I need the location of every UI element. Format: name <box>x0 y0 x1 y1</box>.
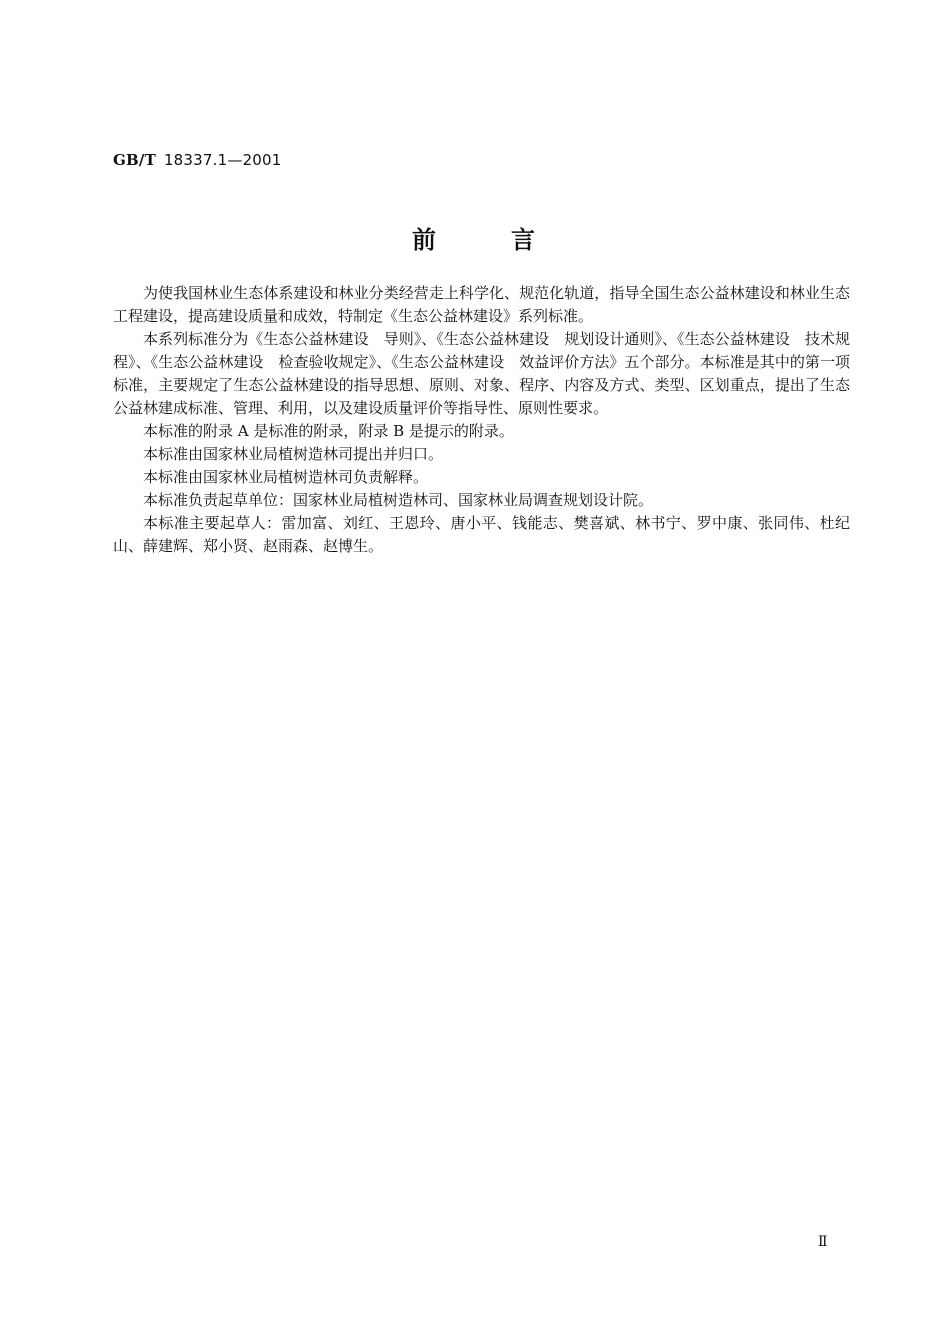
page-number: Ⅱ <box>818 1234 828 1250</box>
title-char-2: 言 <box>511 225 538 254</box>
paragraph-proposed-by: 本标准由国家林业局植树造林司提出并归口。 <box>143 445 444 463</box>
foreword-body <box>113 282 850 558</box>
paragraph-interpreted-by: 本标准由国家林业局植树造林司负责解释。 <box>143 468 429 486</box>
paragraph-drafting-unit: 本标准负责起草单位：国家林业局植树造林司、国家林业局调查规划设计院。 <box>143 491 654 509</box>
title-char-1: 前 <box>412 225 439 254</box>
page-title <box>0 224 950 256</box>
paragraph-drafters: 本标准主要起草人：雷加富、刘红、王恩玲、唐小平、钱能志、樊喜斌、林书宁、罗中康、张同伟、杜纪山、薛建辉、郑小贤、赵雨森、赵博生。 <box>113 514 850 555</box>
paragraph-series: 本系列标准分为《生态公益林建设 导则》、《生态公益林建设 规划设计通则》、《生态公益林建设 技术规程》、《生态公益林建设 检查验收规定》、《生态公益林建设 效益评价方法》五个部分。本标准是其中的第一项标准，主要规定了生态公益林建设的指导思想、原则、对象、程序、内容及方式、类型、区划重点，提出了生态公益林建成标准、管理、利用，以及建设质量评价等指导性、原则性要求。 <box>113 330 850 417</box>
standard-number: 18337.1—2001 <box>163 151 282 169</box>
standard-prefix: GB/T <box>113 151 156 169</box>
paragraph-purpose: 为使我国林业生态体系建设和林业分类经营走上科学化、规范化轨道，指导全国生态公益林建设和林业生态工程建设，提高建设质量和成效，特制定《生态公益林建设》系列标准。 <box>113 284 850 325</box>
standard-code <box>113 150 282 170</box>
paragraph-appendix: 本标准的附录 A 是标准的附录，附录 B 是提示的附录。 <box>143 422 514 440</box>
